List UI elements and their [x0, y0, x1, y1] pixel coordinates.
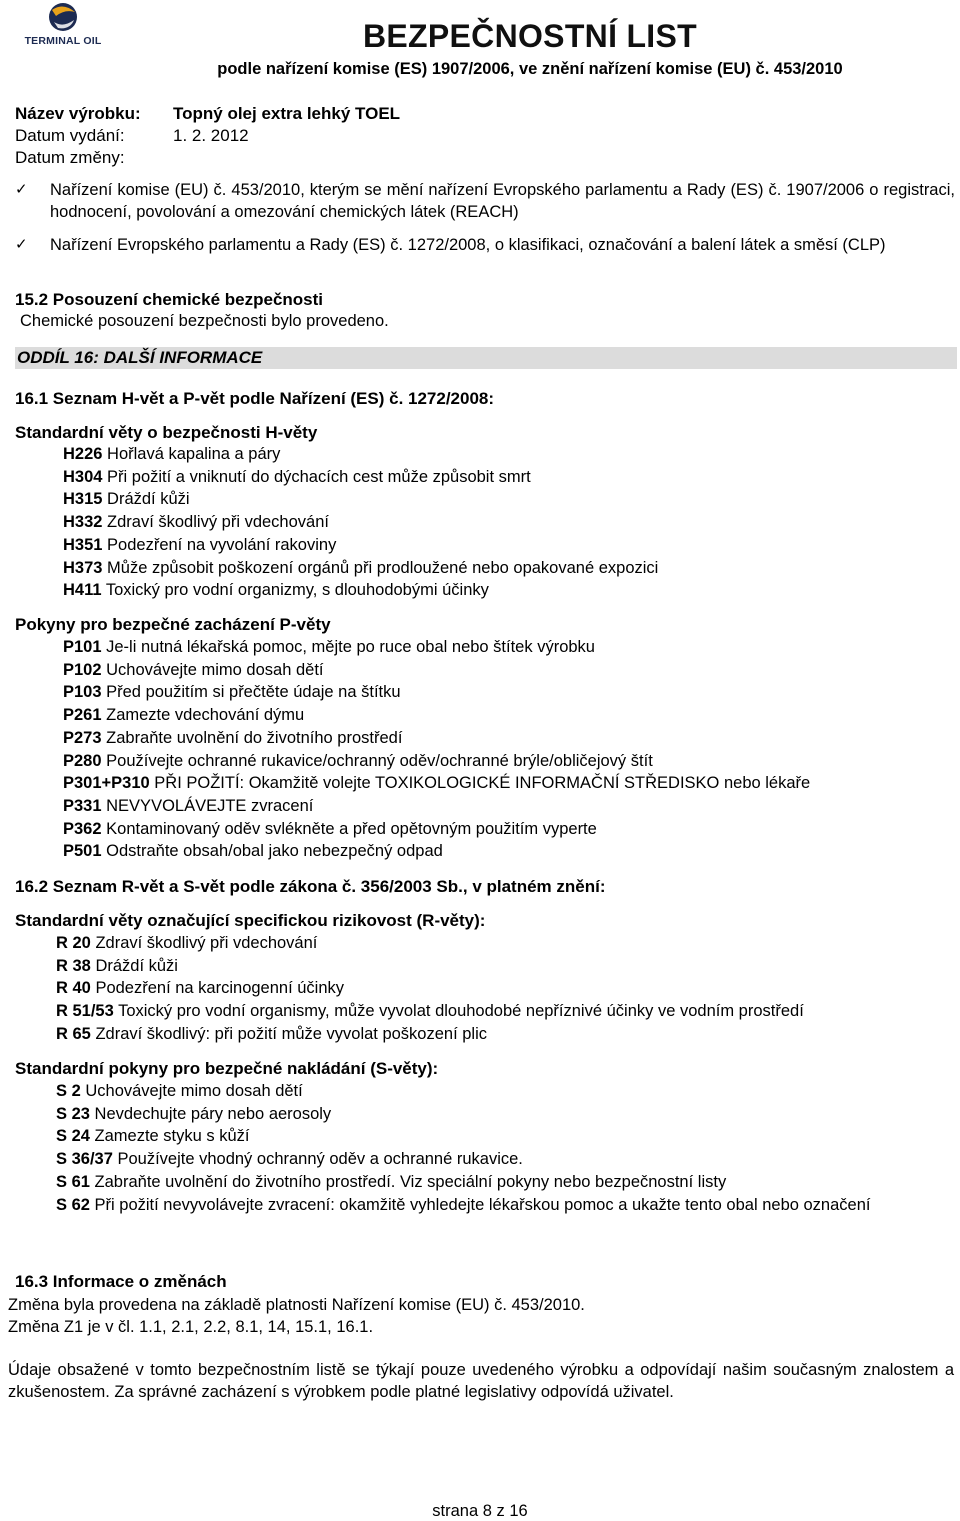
- checkmark-icon: ✓: [15, 236, 28, 253]
- s-text: Zabraňte uvolnění do životního prostředí. Viz speciální pokyny nebo bezpečnostní listy: [89, 1172, 727, 1191]
- h-code: H373: [63, 558, 103, 577]
- p-text: Před použitím si přečtěte údaje na štítku: [101, 683, 401, 702]
- section-15-2-text: Chemické posouzení bezpečnosti bylo provedeno.: [20, 312, 389, 330]
- p-text: NEVYVOLÁVEJTE zvracení: [101, 796, 314, 815]
- p-code: P273: [63, 728, 102, 747]
- issue-date-value: 1. 2. 2012: [173, 126, 249, 145]
- checkmark-icon: ✓: [15, 181, 28, 198]
- p-code: P301+P310: [63, 774, 150, 793]
- list-item: [56, 977, 804, 1000]
- s-code: S 2: [56, 1082, 81, 1100]
- h-code: H304: [63, 467, 103, 486]
- list-item: [63, 579, 658, 602]
- p-code: P331: [63, 796, 102, 815]
- section-16-3-heading: 16.3 Informace o změnách: [15, 1272, 227, 1291]
- product-name-value: Topný olej extra lehký TOEL: [173, 104, 401, 123]
- r-text: Zdraví škodlivý: při požití může vyvolat poškození plic: [90, 1024, 488, 1043]
- h-text: Hořlavá kapalina a páry: [102, 445, 281, 463]
- document-title: BEZPEČNOSTNÍ LIST: [362, 18, 697, 54]
- r-phrases-list: [56, 932, 804, 1046]
- product-name-label: Název výrobku:: [15, 104, 141, 123]
- p-code: P280: [63, 751, 102, 770]
- r-code: R 51/53: [56, 1002, 114, 1021]
- list-item: [63, 466, 658, 489]
- r-text: Dráždí kůži: [90, 956, 178, 975]
- s-code: S 23: [56, 1104, 90, 1123]
- regulation-item: [15, 179, 955, 223]
- h-code: H411: [63, 581, 102, 600]
- r-phrases-heading: Standardní věty označující specifickou rizikovost (R-věty):: [15, 911, 486, 930]
- list-item: [63, 704, 810, 727]
- section-16-bar: [15, 347, 957, 369]
- regulation-item: [15, 234, 955, 256]
- regulation-item-text: Nařízení Evropského parlamentu a Rady (ES) č. 1272/2008, o klasifikaci, označování a balení látek a směsí (CLP): [50, 236, 886, 254]
- h-text: Dráždí kůži: [102, 490, 190, 509]
- p-code: P103: [63, 683, 102, 702]
- p-code: P501: [63, 842, 102, 861]
- list-item: [63, 636, 810, 659]
- change-note: Změna byla provedena na základě platnosti Nařízení komise (EU) č. 453/2010.: [8, 1296, 585, 1314]
- s-phrases-list: [56, 1080, 726, 1194]
- s-code: S 24: [56, 1127, 90, 1146]
- s-text: Používejte vhodný ochranný oděv a ochranné rukavice.: [112, 1150, 523, 1169]
- h-text: Toxický pro vodní organizmy, s dlouhodobými účinky: [101, 581, 489, 600]
- h-statements-heading: Standardní věty o bezpečnosti H-věty: [15, 423, 318, 442]
- list-item: [63, 488, 658, 511]
- h-statements-list: [63, 443, 658, 602]
- product-name-row: [15, 103, 400, 125]
- h-code: H332: [63, 513, 103, 532]
- p-code: P102: [63, 660, 102, 679]
- list-item: [63, 840, 810, 863]
- list-item: [56, 1148, 726, 1171]
- list-item: [63, 534, 658, 557]
- r-code: R 65: [56, 1024, 91, 1043]
- list-item: [63, 772, 810, 795]
- list-item: [56, 932, 804, 955]
- r-code: R 20: [56, 934, 91, 952]
- p-text: Používejte ochranné rukavice/ochranný oděv/ochranné brýle/obličejový štít: [101, 751, 653, 770]
- list-item: [63, 750, 810, 773]
- page-number: strana 8 z 16: [432, 1502, 528, 1520]
- list-item: [56, 955, 804, 978]
- r-text: Zdraví škodlivý při vdechování: [90, 934, 318, 952]
- section-16-2-heading-bold: 16.2 Seznam R-vět a S-vět podle zákona č. 356/2003 Sb.: [15, 877, 463, 896]
- s-text: Uchovávejte mimo dosah dětí: [80, 1082, 303, 1100]
- regulation-item-text: Nařízení komise (EU) č. 453/2010, kterým se mění nařízení Evropského parlamentu a Rady (ES) č. 1907/2006 o registraci, hodnocení, povolování a omezování chemických látek (REACH): [50, 181, 955, 221]
- h-code: H226: [63, 445, 103, 463]
- list-item: [63, 511, 658, 534]
- disclaimer: Údaje obsažené v tomto bezpečnostním listě se týkají pouze uvedeného výrobku a odpovídají našim současným znalostem a zkušenostem. Za správné zacházení s výrobkem podle platné legislativy odpovídá uživatel.: [8, 1361, 954, 1401]
- s-code: S 62: [56, 1196, 90, 1214]
- section-15-2-heading: 15.2 Posouzení chemické bezpečnosti: [15, 290, 324, 309]
- terminal-oil-logo-icon: [18, 0, 108, 36]
- section-16-1-heading: 16.1 Seznam H-vět a P-vět podle Nařízení (ES) č. 1272/2008:: [15, 389, 495, 408]
- section-16-2-heading-rest: , v platném znění:: [462, 877, 606, 896]
- list-item: [56, 1125, 726, 1148]
- p-text: Kontaminovaný oděv svlékněte a před opětovným použitím vyperte: [101, 819, 597, 838]
- s-code: S 36/37: [56, 1150, 113, 1169]
- h-code: H315: [63, 490, 103, 509]
- h-text: Zdraví škodlivý při vdechování: [102, 513, 329, 532]
- change-date-label: Datum změny:: [15, 148, 125, 167]
- change-date-row: [15, 147, 173, 169]
- list-item: [56, 1171, 726, 1194]
- p-text: Je-li nutná lékařská pomoc, mějte po ruce obal nebo štítek výrobku: [101, 638, 595, 656]
- list-item: [63, 659, 810, 682]
- r-text: Podezření na karcinogenní účinky: [90, 979, 345, 998]
- list-item: [63, 727, 810, 750]
- change-note: Změna Z1 je v čl. 1.1, 2.1, 2.2, 8.1, 14, 15.1, 16.1.: [8, 1318, 374, 1336]
- section-16-title: ODDÍL 16: DALŠÍ INFORMACE: [17, 348, 263, 367]
- list-item: [63, 443, 658, 466]
- list-item: [63, 681, 810, 704]
- section-16-2-heading: [15, 877, 606, 897]
- p-statements-list: [63, 636, 810, 863]
- logo-text: TERMINAL OIL: [24, 35, 102, 47]
- p-code: P261: [63, 706, 102, 725]
- s-text: Při požití nevyvolávejte zvracení: okamžitě vyhledejte lékařskou pomoc a ukažte tento obal nebo označení: [89, 1196, 871, 1214]
- document-subtitle: podle nařízení komise (ES) 1907/2006, ve znění nařízení komise (EU) č. 453/2010: [217, 60, 843, 78]
- p-statements-heading: Pokyny pro bezpečné zacházení P-věty: [15, 615, 331, 634]
- issue-date-label: Datum vydání:: [15, 126, 125, 145]
- list-item: [63, 795, 810, 818]
- r-code: R 40: [56, 979, 91, 998]
- s-code: S 61: [56, 1172, 90, 1191]
- s-text: Nevdechujte páry nebo aerosoly: [89, 1104, 332, 1123]
- list-item: [56, 1023, 804, 1046]
- s-phrases-heading: Standardní pokyny pro bezpečné nakládání (S-věty):: [15, 1059, 439, 1078]
- list-item: [56, 1103, 726, 1126]
- issue-date-row: [15, 125, 249, 147]
- p-code: P101: [63, 638, 102, 656]
- h-text: Může způsobit poškození orgánů při prodloužené nebo opakované expozici: [102, 558, 659, 577]
- list-item: [56, 1000, 804, 1023]
- r-text: Toxický pro vodní organismy, může vyvolat dlouhodobé nepříznivé účinky ve vodním prostředí: [113, 1002, 804, 1021]
- p-text: Odstraňte obsah/obal jako nebezpečný odpad: [101, 842, 443, 861]
- r-code: R 38: [56, 956, 91, 975]
- list-item: [63, 557, 658, 580]
- p-text: PŘI POŽITÍ: Okamžitě volejte TOXIKOLOGICKÉ INFORMAČNÍ STŘEDISKO nebo lékaře: [149, 774, 811, 793]
- p-code: P362: [63, 819, 102, 838]
- h-text: Při požití a vniknutí do dýchacích cest může způsobit smrt: [102, 467, 531, 486]
- company-logo: [18, 0, 108, 56]
- p-text: Zabraňte uvolnění do životního prostředí: [101, 728, 403, 747]
- list-item: [56, 1194, 954, 1216]
- p-text: Zamezte vdechování dýmu: [101, 706, 305, 725]
- s-text: Zamezte styku s kůží: [89, 1127, 250, 1146]
- h-text: Podezření na vyvolání rakoviny: [102, 535, 337, 554]
- list-item: [63, 818, 810, 841]
- h-code: H351: [63, 535, 103, 554]
- list-item: [56, 1080, 726, 1103]
- p-text: Uchovávejte mimo dosah dětí: [101, 660, 324, 679]
